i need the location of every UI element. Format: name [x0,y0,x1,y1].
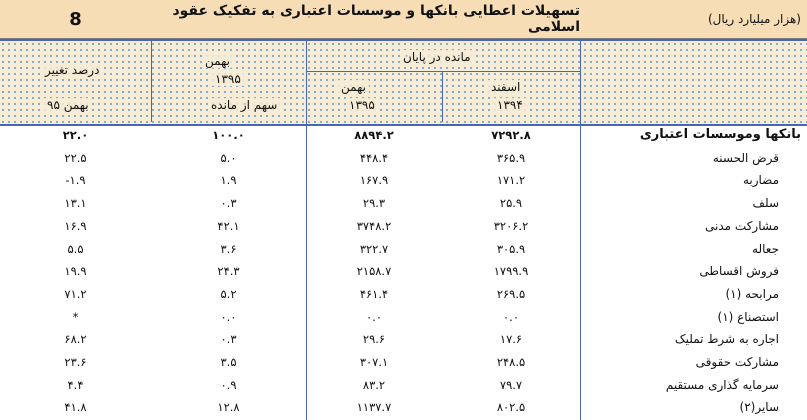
cell-bahman: ۸۸۹۴.۲ [354,128,394,142]
cell-esfand: ۷۲۹۲.۸ [491,128,531,142]
cell-change: ۱۹.۹ [64,264,87,279]
cell-bahman: ۰.۰ [365,309,382,324]
cell-esfand: ۱۷۱.۲ [496,173,526,188]
row-label: استصناع (۱) [717,309,779,324]
table-row [0,351,807,374]
header-share-label: سهم از مانده [208,98,280,112]
header-bahman-year: ۱۳۹۵ [346,98,378,112]
cell-share: ۴۲.۱ [217,218,240,233]
cell-esfand: ۳۰۵.۹ [496,241,526,256]
cell-esfand: ۲۴۸.۵ [496,355,526,369]
cell-change: ۱۳.۱ [64,196,87,211]
cell-bahman: ۱۱۳۷.۷ [356,400,392,415]
cell-esfand: ۲۶۹.۵ [496,286,526,301]
cell-change: ۶۸.۲ [64,332,87,347]
table-row [0,215,807,238]
header-share-year: ۱۳۹۵ [212,72,244,86]
header-balance-group: مانده در پایان [400,50,474,64]
table-row [0,374,807,397]
row-label: جعاله [752,241,779,256]
cell-change: * [72,309,79,324]
table-row [0,306,807,329]
cell-change: ۲۲.۰ [62,128,89,142]
header-divider [442,72,443,122]
cell-bahman: ۲۹.۶ [362,332,386,347]
cell-bahman: ۲۱۵۸.۷ [356,264,392,279]
table-row [0,147,807,170]
cell-esfand: ۲۵.۹ [499,196,523,211]
table-row [0,328,807,351]
cell-bahman: ۳۲۲.۷ [359,241,389,256]
cell-bahman: ۳۷۴۸.۲ [356,218,392,233]
table-row [0,192,807,215]
row-label: فروش اقساطی [699,264,779,279]
cell-share: ۰.۰ [220,309,237,324]
cell-change: ۲۲.۵ [64,150,87,165]
row-label: بانکها وموسسات اعتباری [639,127,801,142]
cell-esfand: ۱۷.۶ [499,332,523,347]
unit-label: (هزار میلیارد ریال) [707,12,801,26]
cell-bahman: ۱۶۷.۹ [359,173,389,188]
cell-change: ۴۱.۸ [64,400,87,415]
header-bahman: بهمن [338,80,369,94]
cell-share: ۱.۹ [220,173,237,188]
group-underline [306,71,580,72]
cell-esfand: ۸۰۲.۵ [496,400,526,415]
cell-share: ۱۰۰.۰ [212,128,245,142]
row-label: مرابحه (۱) [725,286,779,301]
cell-esfand: ۷۹.۷ [499,377,523,392]
row-label: مشارکت مدنی [705,218,779,233]
cell-change: -۱.۹ [65,173,86,188]
cell-esfand: ۰.۰ [502,309,519,324]
table-total-row [0,124,807,147]
table-row [0,238,807,261]
header-share-month: بهمن [202,54,233,68]
cell-share: ۰.۳ [220,332,237,347]
page-number: 8 [69,8,82,30]
row-label: مضاربه [742,173,779,188]
row-label: سرمایه گذاری مستقیم [665,377,779,392]
cell-share: ۰.۳ [220,196,237,211]
header-change-label: درصد تغییر [42,63,102,77]
title-bar [0,0,807,39]
cell-esfand: ۳۶۵.۹ [496,150,526,165]
table-row [0,396,807,419]
cell-change: ۴.۴ [67,377,84,392]
cell-share: ۵.۰ [220,150,237,165]
cell-bahman: ۴۶۱.۴ [359,286,389,301]
row-label: مشارکت حقوقی [695,355,779,369]
table-row [0,283,807,306]
table-title: تسهیلات اعطایی بانکها و موسسات اعتباری به تفکیک عقود اسلامی [172,3,580,35]
cell-change: ۱۶.۹ [64,218,87,233]
row-label: اجاره به شرط تملیک [674,332,779,347]
cell-share: ۳.۶ [220,241,237,256]
row-label: قرض الحسنه [712,150,779,165]
table-row [0,169,807,192]
header-change-period: بهمن ۹۵ [44,98,92,112]
cell-share: ۳.۵ [220,355,237,369]
header-esfand: اسفند [488,80,523,94]
cell-share: ۰.۹ [220,377,237,392]
cell-esfand: ۱۷۹۹.۹ [493,264,529,279]
cell-esfand: ۳۲۰۶.۲ [493,218,529,233]
cell-bahman: ۳۰۷.۱ [359,355,389,369]
cell-share: ۲۴.۳ [217,264,240,279]
table-row [0,260,807,283]
cell-change: ۲۳.۶ [64,355,87,369]
cell-share: ۵.۲ [220,286,237,301]
cell-bahman: ۴۴۸.۴ [359,150,389,165]
row-label: سایر(۲) [739,400,779,415]
cell-change: ۵.۵ [67,241,84,256]
header-esfand-year: ۱۳۹۴ [494,98,526,112]
cell-change: ۷۱.۲ [64,286,87,301]
cell-bahman: ۲۹.۳ [362,196,386,211]
cell-share: ۱۲.۸ [217,400,240,415]
header-divider [151,39,152,122]
row-label: سلف [752,196,779,211]
cell-bahman: ۸۳.۲ [362,377,386,392]
